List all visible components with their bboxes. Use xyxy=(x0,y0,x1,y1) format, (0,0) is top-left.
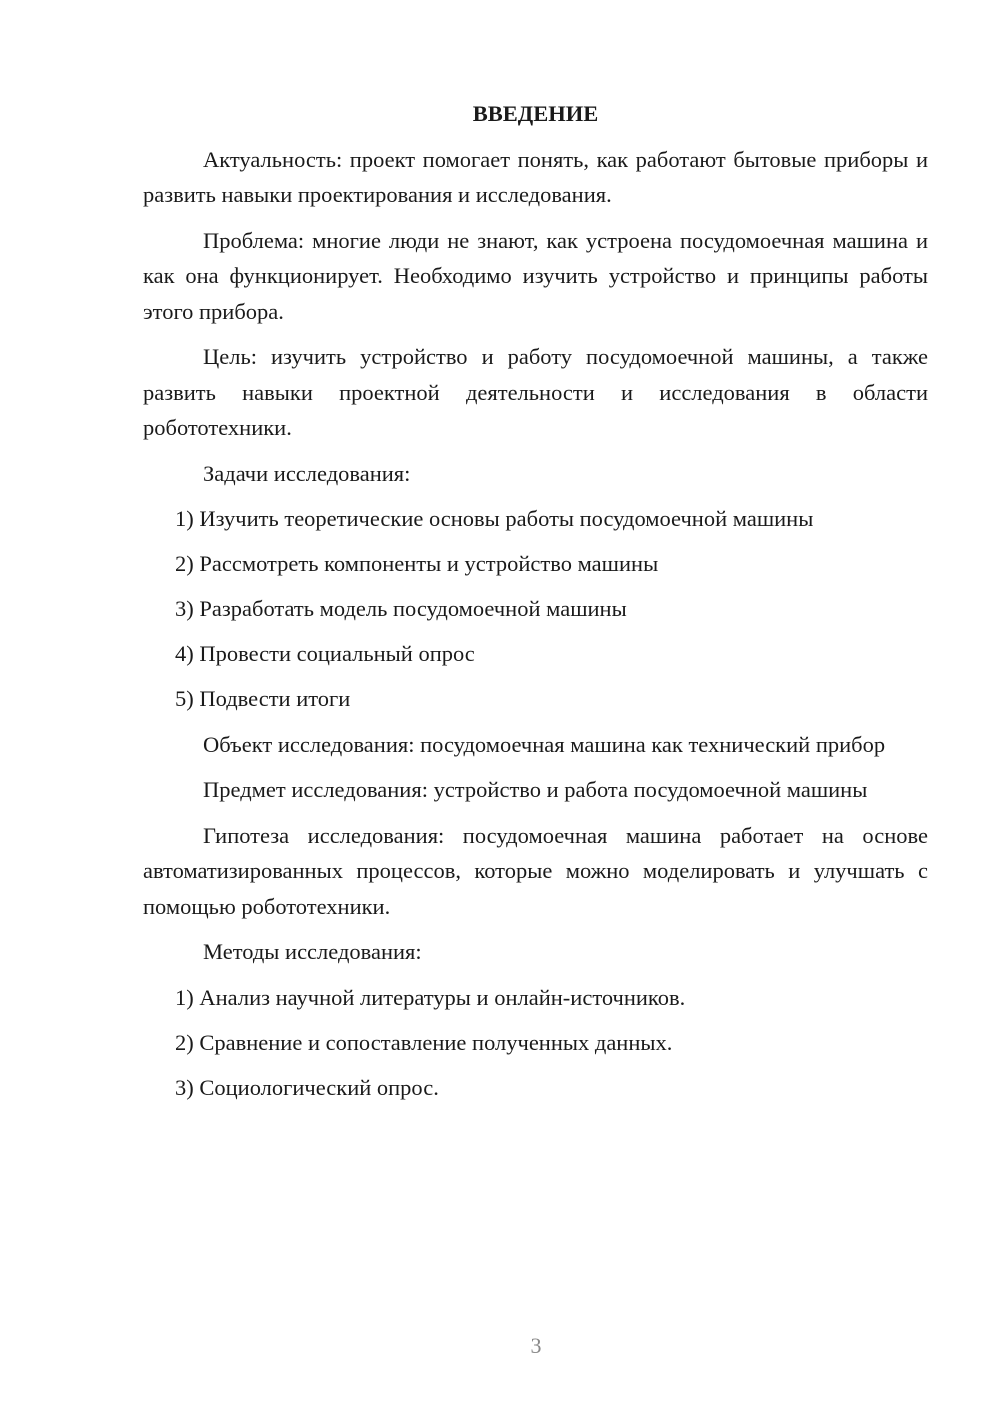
relevance-paragraph: Актуальность: проект помогает понять, как работают бытовые приборы и развить навыки проектирования и исследования. xyxy=(143,146,928,207)
page-number: 3 xyxy=(530,1333,542,1358)
method-item: 1) Анализ научной литературы и онлайн-источников. xyxy=(175,984,686,1010)
task-item: 3) Разработать модель посудомоечной машины xyxy=(175,596,627,621)
object-paragraph: Объект исследования: посудомоечная машина как технический прибор xyxy=(203,731,886,757)
tasks-heading: Задачи исследования: xyxy=(203,460,411,486)
task-item: 1) Изучить теоретические основы работы посудомоечной машины xyxy=(175,506,814,531)
task-item: 5) Подвести итоги xyxy=(175,686,351,711)
task-item: 2) Рассмотреть компоненты и устройство машины xyxy=(175,551,659,576)
page-content xyxy=(143,96,928,1115)
method-item: 3) Социологический опрос. xyxy=(175,1074,439,1100)
tasks-list xyxy=(143,501,928,717)
task-item: 4) Провести социальный опрос xyxy=(175,641,475,666)
subject-paragraph: Предмет исследования: устройство и работа посудомоечной машины xyxy=(203,777,868,802)
methods-list xyxy=(143,980,928,1106)
goal-paragraph: Цель: изучить устройство и работу посудомоечной машины, а также развить навыки проектной деятельности и исследования в области робототехники. xyxy=(143,344,928,440)
hypothesis-paragraph: Гипотеза исследования: посудомоечная машина работает на основе автоматизированных процессов, которые можно моделировать и улучшать с помощью робототехники. xyxy=(143,822,928,919)
method-item: 2) Сравнение и сопоставление полученных данных. xyxy=(175,1029,673,1055)
section-title: ВВЕДЕНИЕ xyxy=(472,101,599,126)
methods-heading: Методы исследования: xyxy=(203,939,422,964)
problem-paragraph: Проблема: многие люди не знают, как устроена посудомоечная машина и как она функционирует. Необходимо изучить устройство и принципы работы этого прибора. xyxy=(143,227,928,324)
